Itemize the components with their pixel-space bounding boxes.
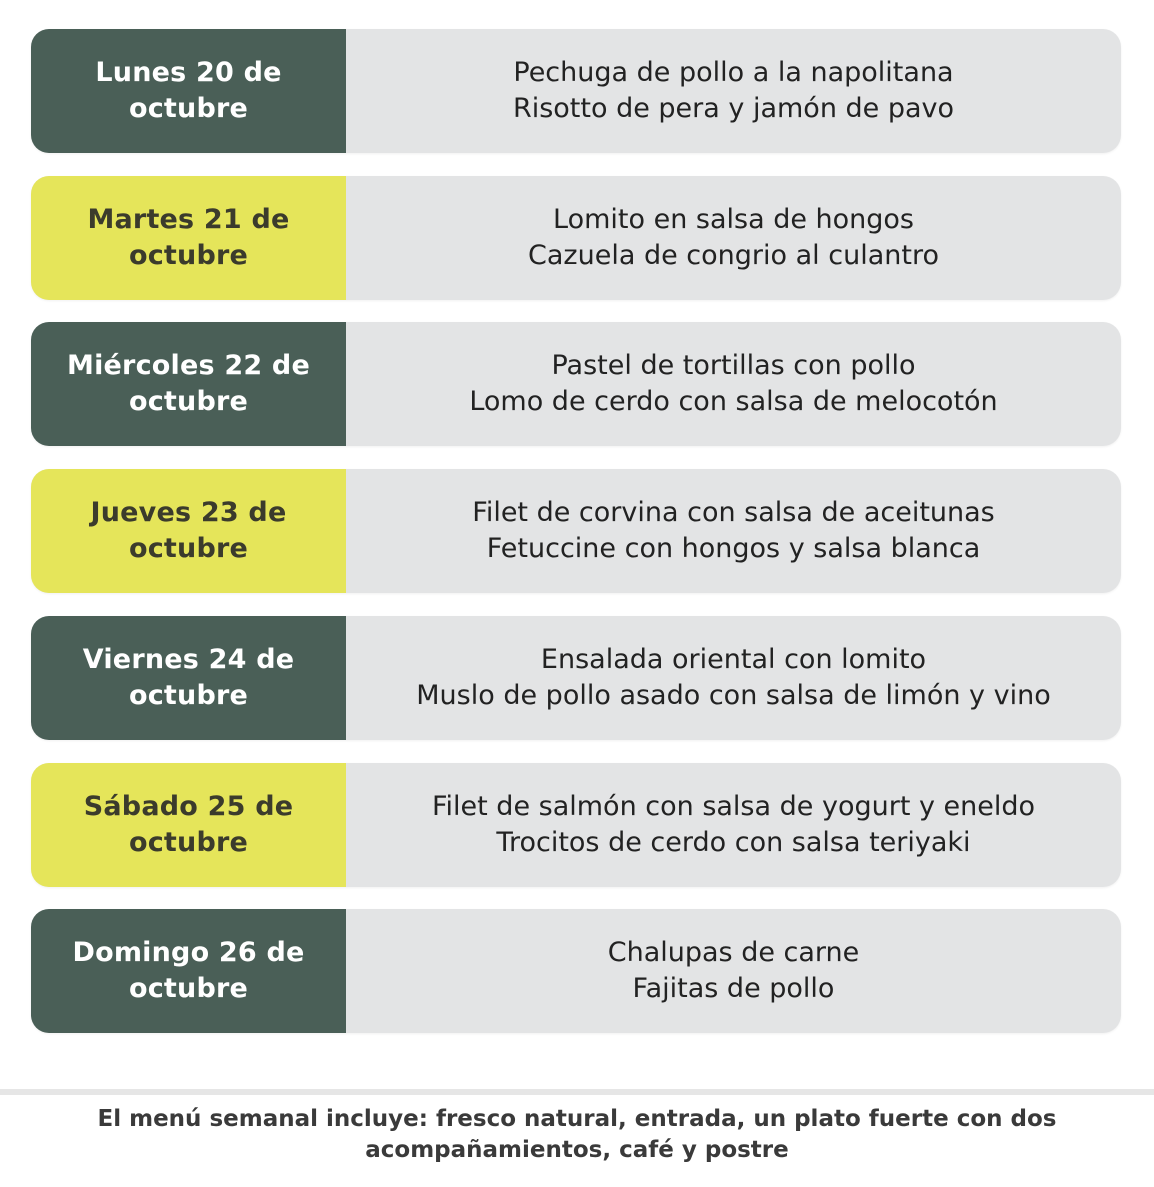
day-cell — [31, 763, 346, 887]
menu-row-tuesday — [31, 176, 1121, 300]
dish-item: Lomo de cerdo con salsa de melocotón — [469, 386, 998, 417]
footer-divider — [0, 1089, 1154, 1095]
day-label: Lunes 20 de octubre — [95, 57, 282, 124]
dish-item: Ensalada oriental con lomito — [540, 644, 927, 675]
dishes-cell — [346, 322, 1121, 446]
footer-note: El menú semanal incluye: fresco natural, entrada, un plato fuerte con dos acompañamientos, café y postre — [97, 1106, 1057, 1163]
day-label: Sábado 25 de octubre — [83, 791, 294, 858]
day-label: Jueves 23 de octubre — [90, 497, 287, 564]
day-label: Viernes 24 de octubre — [82, 644, 295, 711]
dishes-cell — [346, 763, 1121, 887]
day-cell — [31, 176, 346, 300]
day-cell — [31, 322, 346, 446]
menu-row-saturday — [31, 763, 1121, 887]
menu-row-friday — [31, 616, 1121, 740]
day-label: Domingo 26 de octubre — [72, 937, 305, 1004]
menu-row-sunday — [31, 909, 1121, 1033]
day-label: Miércoles 22 de octubre — [67, 350, 310, 417]
dishes-cell — [346, 469, 1121, 593]
dish-item: Filet de salmón con salsa de yogurt y eneldo — [431, 791, 1036, 822]
dish-item: Pechuga de pollo a la napolitana — [513, 57, 954, 88]
dishes-cell — [346, 29, 1121, 153]
day-cell — [31, 616, 346, 740]
day-label: Martes 21 de octubre — [87, 204, 290, 271]
dishes-cell — [346, 616, 1121, 740]
dishes-cell — [346, 909, 1121, 1033]
day-cell — [31, 29, 346, 153]
dish-item: Muslo de pollo asado con salsa de limón y vino — [416, 680, 1051, 711]
dish-item: Chalupas de carne — [607, 937, 860, 968]
menu-row-monday — [31, 29, 1121, 153]
day-cell — [31, 909, 346, 1033]
dish-item: Pastel de tortillas con pollo — [551, 350, 916, 381]
dish-item: Filet de corvina con salsa de aceitunas — [472, 497, 995, 528]
menu-row-wednesday — [31, 322, 1121, 446]
dish-item: Fajitas de pollo — [632, 973, 835, 1004]
dish-item: Cazuela de congrio al culantro — [528, 240, 939, 271]
dish-item: Trocitos de cerdo con salsa teriyaki — [496, 827, 971, 858]
dishes-cell — [346, 176, 1121, 300]
day-cell — [31, 469, 346, 593]
menu-row-thursday — [31, 469, 1121, 593]
dish-item: Lomito en salsa de hongos — [553, 204, 914, 235]
dish-item: Fetuccine con hongos y salsa blanca — [486, 533, 981, 564]
dish-item: Risotto de pera y jamón de pavo — [512, 93, 955, 124]
